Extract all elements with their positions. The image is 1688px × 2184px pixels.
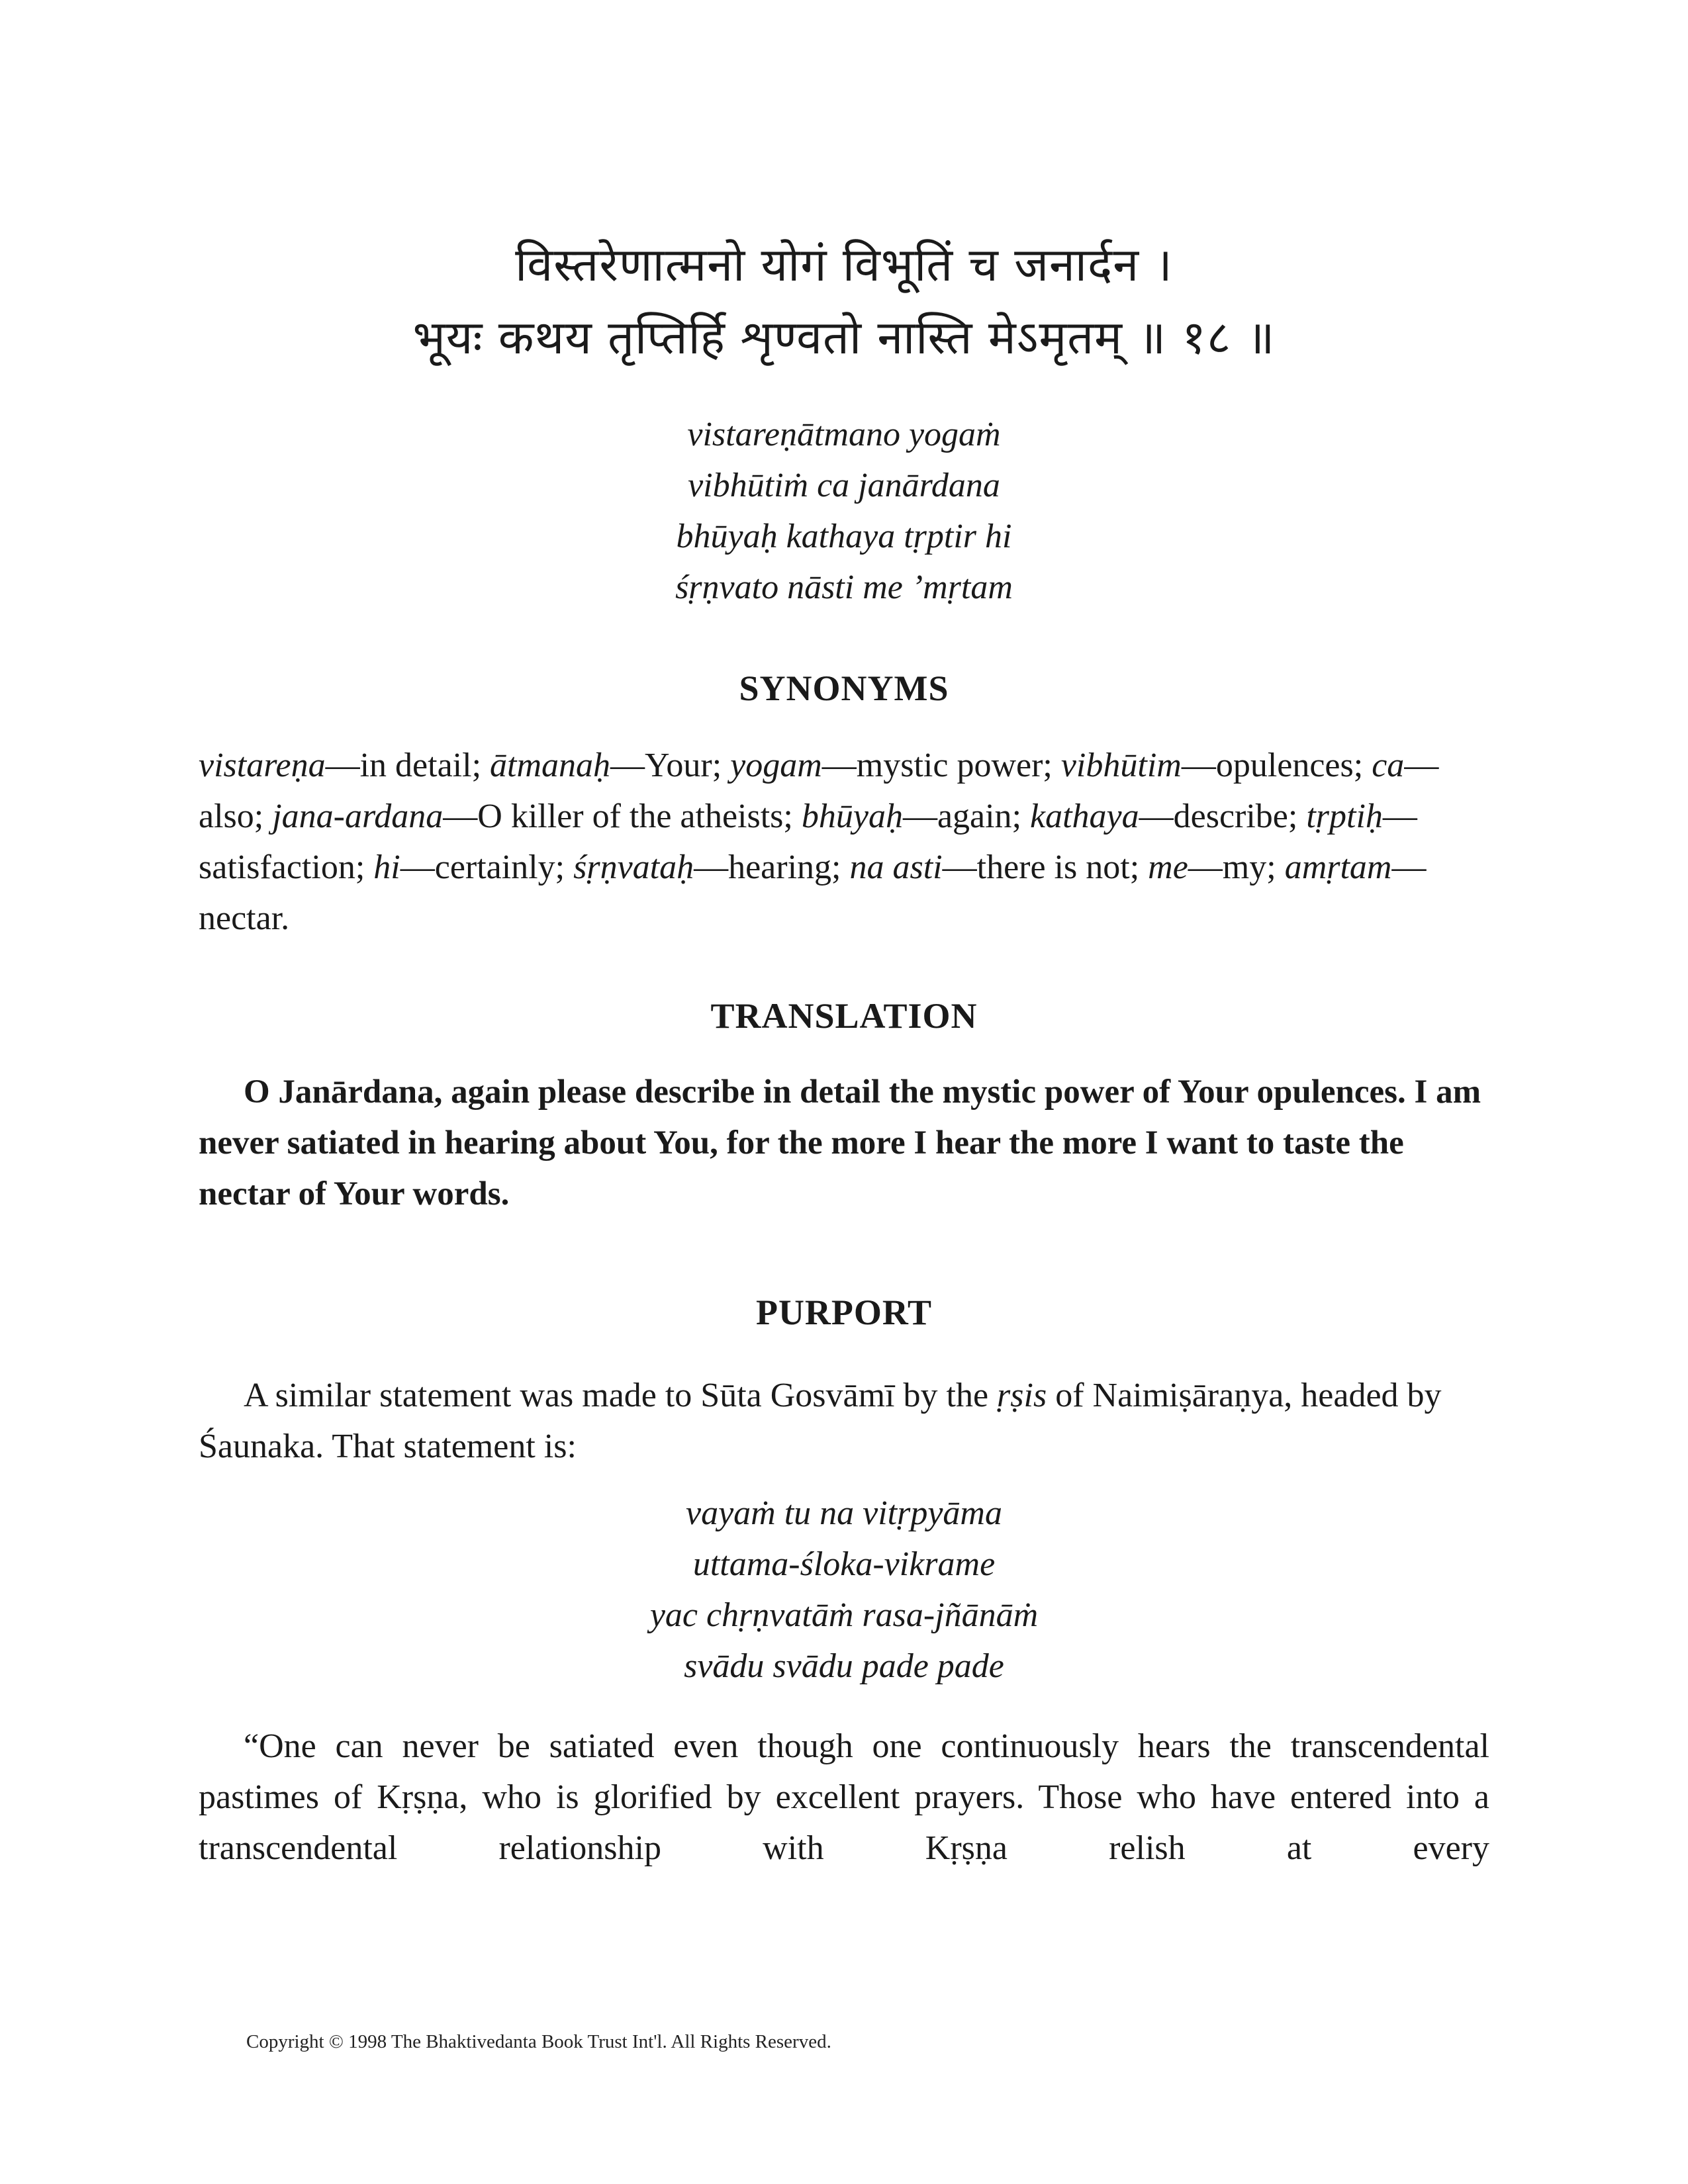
purport-intro-after: of Naimiṣāraṇya, headed by Śaunaka. That statement is: [199,1377,1442,1465]
synonym-meaning: also [199,797,254,835]
synonym-meaning: satisfaction [199,848,355,886]
synonym-separator: ; [1353,747,1372,784]
synonym-meaning: certainly [434,848,555,886]
synonym-term: jana-ardana [272,797,444,835]
synonym-entry: bhūyaḥ—again; [801,797,1031,835]
synonym-separator: ; [1266,848,1285,886]
synonym-meaning: my [1222,848,1267,886]
devanagari-line-2: भूयः कथय तृप्तिर्हि शृण्वतो नास्ति मेऽमृतम् ॥ १८ ॥ [412,310,1276,365]
quote-line: vayaṁ tu na vitṛpyāma [685,1494,1002,1532]
synonym-meaning: there is not [976,848,1130,886]
synonym-term: vistareṇa [199,747,326,784]
synonym-entry: śṛṇvataḥ—hearing; [573,848,850,886]
synonym-separator: ; [783,797,802,835]
devanagari-line-1: विस्तरेणात्मनो योगं विभूतिं च जनार्दन । [515,238,1173,292]
synonym-term: śṛṇvataḥ [573,848,694,886]
synonym-meaning: mystic power [856,747,1043,784]
quoted-verse [199,1488,1489,1692]
synonym-term: ātmanaḥ [490,747,611,784]
verse-devanagari [199,228,1489,374]
synonym-separator: ; [355,848,374,886]
synonym-separator: ; [1129,848,1149,886]
synonym-entry: yogam—mystic power; [730,747,1061,784]
synonyms-list [199,740,1489,944]
synonym-separator: ; [471,747,491,784]
synonym-term: vibhūtim [1060,747,1182,784]
purport-heading: PURPORT [755,1293,933,1332]
quote-line: uttama-śloka-vikrame [692,1545,996,1583]
purport-intro-italic: ṛṣis [997,1377,1047,1414]
synonym-entry: jana-ardana—O killer of the atheists; [272,797,802,835]
synonym-separator: . [281,899,290,937]
synonym-term: bhūyaḥ [801,797,903,835]
synonym-meaning: opulences [1215,747,1354,784]
synonyms-heading: SYNONYMS [739,668,949,708]
translit-line: vistareṇātmano yogaṁ [687,416,1001,453]
synonym-meaning: again [937,797,1012,835]
synonym-term: hi [373,848,400,886]
synonym-entry: vibhūtim—opulences; [1060,747,1372,784]
translit-line: vibhūtiṁ ca janārdana [688,467,1000,504]
synonym-entry: hi—certainly; [373,848,574,886]
synonym-separator: ; [1011,797,1031,835]
quote-line: yac chṛṇvatāṁ rasa-jñānāṁ [649,1596,1039,1634]
synonym-meaning: describe [1173,797,1288,835]
synonym-separator: ; [555,848,574,886]
synonym-entry: na asti—there is not; [849,848,1149,886]
synonym-entry: ātmanaḥ—Your; [490,747,731,784]
synonym-term: tṛptiḥ [1306,797,1383,835]
translit-line: bhūyaḥ kathaya tṛptir hi [676,518,1012,555]
synonym-entry: vistareṇa—in detail; [199,747,491,784]
purport-paragraph: “One can never be satiated even though one continuously hears the transcendental pastimes of Kṛṣṇa, who is glorified by excellent prayers. Those who have entered into a transcendental relationship with Kṛṣṇa relish at every [199,1727,1489,1867]
verse-transliteration [199,409,1489,613]
synonym-meaning: nectar [199,899,281,937]
translit-line: śṛṇvato nāsti me ’mṛtam [675,569,1013,606]
synonym-separator: ; [831,848,850,886]
synonym-entry: me—my; [1148,848,1285,886]
synonym-meaning: in detail [359,747,472,784]
synonym-entry: kathaya—describe; [1030,797,1307,835]
translation-text: O Janārdana, again please describe in detail the mystic power of Your opulences. I am never satiated in hearing about You, for the more I hear the more I want to taste the nectar of Your words. [199,1073,1481,1212]
synonym-meaning: hearing [728,848,832,886]
synonym-term: na asti [849,848,943,886]
synonym-entry: ca—also; [199,747,1439,835]
purport-intro [199,1370,1489,1472]
translation-heading: TRANSLATION [710,996,978,1036]
purport-intro-before: A similar statement was made to Sūta Gosvāmī by the [244,1377,998,1414]
synonym-meaning: O killer of the atheists [477,797,784,835]
synonym-separator: ; [1043,747,1061,784]
synonym-meaning: Your [645,747,712,784]
synonym-term: kathaya [1030,797,1139,835]
synonym-entry: amṛtam—nectar. [199,848,1427,937]
synonym-term: ca [1372,747,1405,784]
synonym-term: amṛtam [1284,848,1392,886]
synonym-entry: tṛptiḥ—satisfaction; [199,797,1417,886]
synonym-separator: ; [1288,797,1307,835]
synonym-separator: ; [712,747,731,784]
synonym-term: me [1148,848,1188,886]
synonym-separator: ; [254,797,273,835]
quote-line: svādu svādu pade pade [684,1647,1004,1685]
copyright-notice: Copyright © 1998 The Bhaktivedanta Book Trust Int'l. All Rights Reserved. [246,2031,831,2052]
synonym-term: yogam [730,747,822,784]
